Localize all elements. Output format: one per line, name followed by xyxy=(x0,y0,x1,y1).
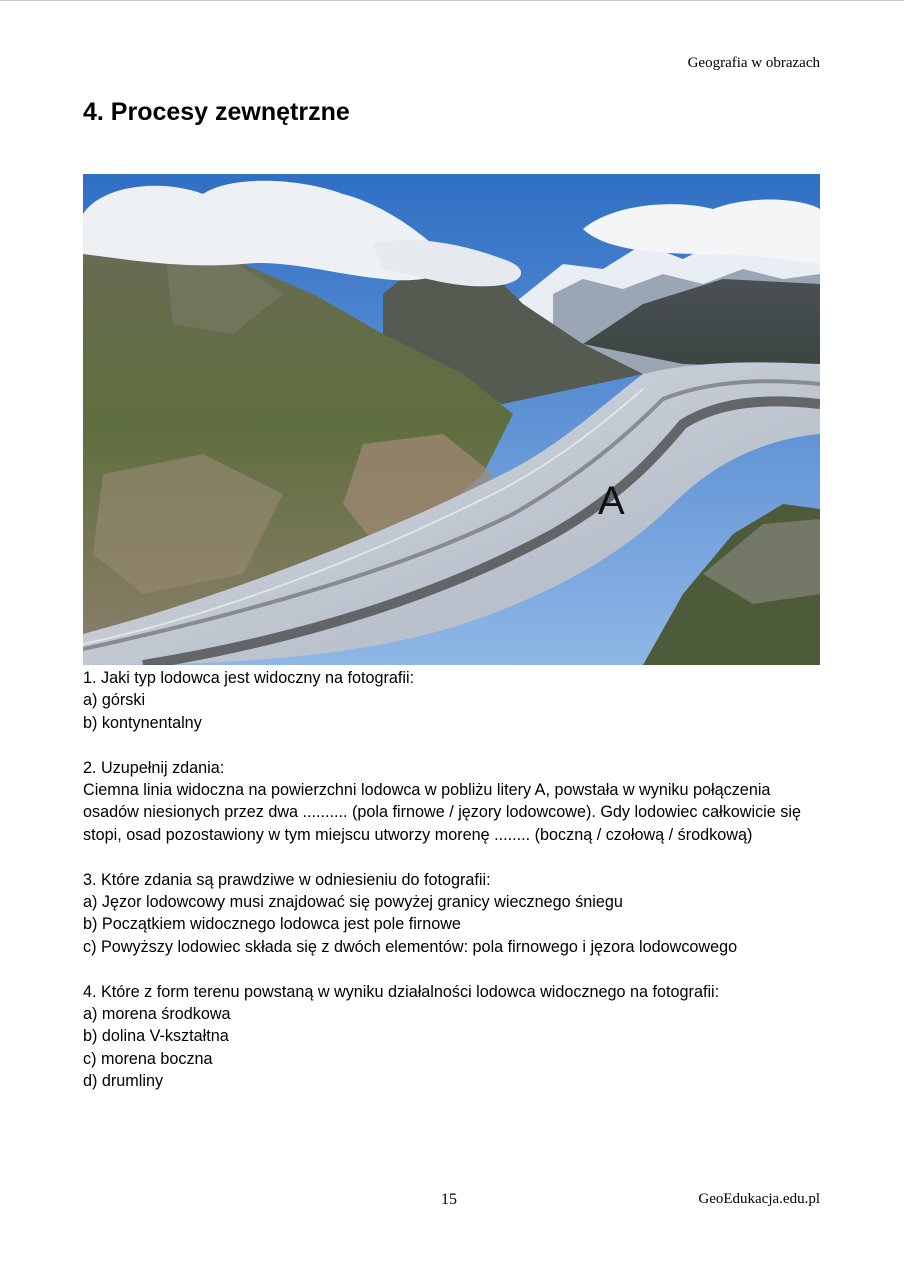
question-prompt: 2. Uzupełnij zdania: xyxy=(83,758,225,777)
footer-site: GeoEdukacja.edu.pl xyxy=(698,1191,820,1207)
question-prompt: 4. Które z form terenu powstaną w wyniku działalności lodowca widocznego na fotografii: xyxy=(83,982,720,1001)
answer-option: b) dolina V-kształtna xyxy=(83,1027,229,1046)
question-prompt: 3. Które zdania są prawdziwe w odniesieniu do fotografii: xyxy=(83,870,491,889)
answer-option: a) Jęzor lodowcowy musi znajdować się powyżej granicy wiecznego śniegu xyxy=(83,893,623,912)
page-title: 4. Procesy zewnętrzne xyxy=(83,98,350,126)
question-4 xyxy=(83,981,828,1093)
question-3 xyxy=(83,869,828,959)
photo-marker-a: A xyxy=(598,479,625,523)
answer-option: c) morena boczna xyxy=(83,1049,213,1068)
fill-in-text: Ciemna linia widoczna na powierzchni lodowca w pobliżu litery A, powstała w wyniku połączenia osadów niesionych przez dwa .......... (pola firnowe / jęzory lodowcowe). Gdy lodowiec całkowicie się stopi, osad pozostawiony w tym miejscu utworzy morenę ........ (boczną / czołową / środkową) xyxy=(83,781,801,844)
question-prompt: 1. Jaki typ lodowca jest widoczny na fotografii: xyxy=(83,669,415,687)
answer-option: a) górski xyxy=(83,691,146,710)
glacier-photo xyxy=(83,174,820,665)
answer-option: b) kontynentalny xyxy=(83,713,202,732)
answer-option: b) Początkiem widocznego lodowca jest pole firnowe xyxy=(83,915,461,934)
page-top-border xyxy=(0,0,904,1)
answer-option: c) Powyższy lodowiec składa się z dwóch elementów: pola firnowego i jęzora lodowcowego xyxy=(83,937,738,956)
answer-option: d) drumliny xyxy=(83,1072,164,1091)
question-list xyxy=(83,667,828,1115)
running-header: Geografia w obrazach xyxy=(687,55,820,71)
answer-option: a) morena środkowa xyxy=(83,1005,231,1024)
page-number: 15 xyxy=(441,1191,457,1208)
question-1 xyxy=(83,667,828,734)
question-2 xyxy=(83,757,828,847)
